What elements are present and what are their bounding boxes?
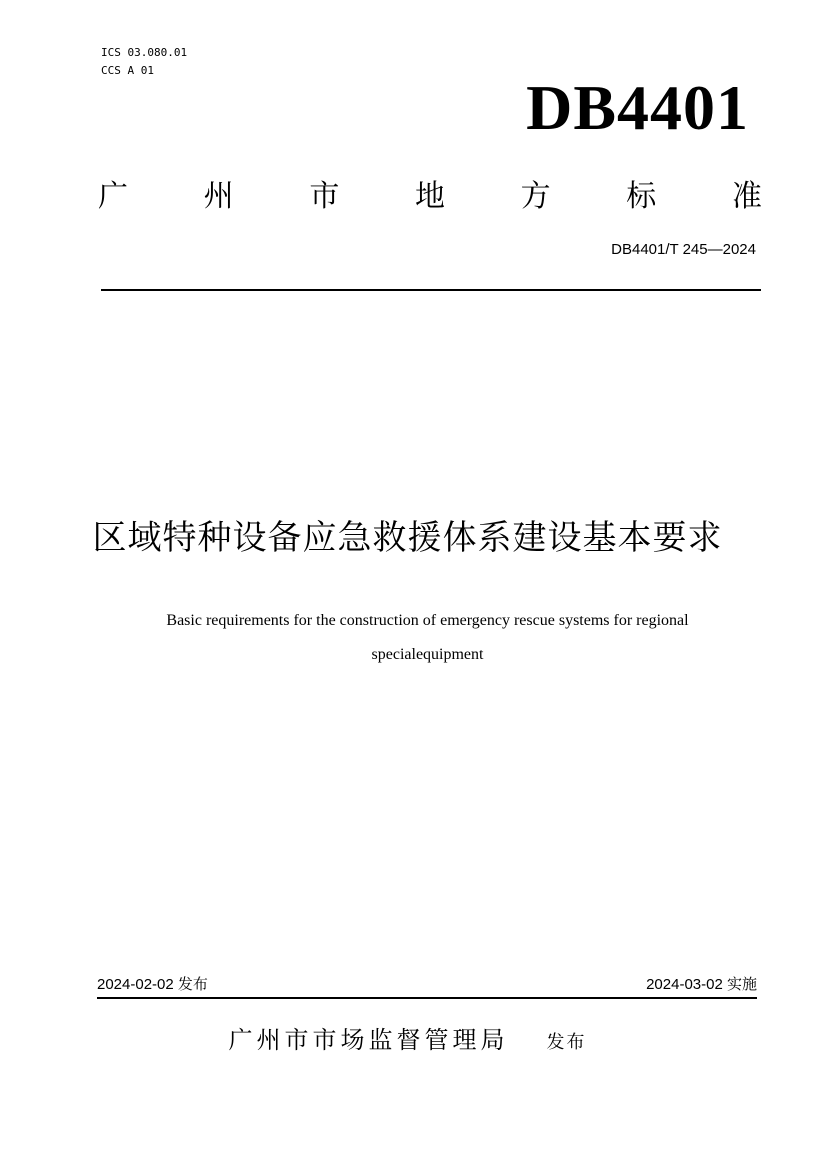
publisher-verb: 发布 <box>546 1032 587 1053</box>
ics-code: ICS 03.080.01 <box>101 46 188 59</box>
standard-type-char: 方 <box>520 179 551 214</box>
standard-type-char: 标 <box>626 179 657 214</box>
publisher-row <box>0 1020 815 1063</box>
standard-code-big: DB4401 <box>526 72 749 143</box>
standard-type-char: 地 <box>414 179 445 214</box>
release-date: 2024-02-02 发布 <box>97 976 208 993</box>
standard-type <box>98 172 762 222</box>
header-divider <box>101 289 761 291</box>
classification-codes <box>101 44 187 80</box>
title-english-line: Basic requirements for the construction of emergency rescue systems for regional <box>166 612 689 629</box>
title-chinese: 区域特种设备应急救援体系建设基本要求 <box>92 518 723 558</box>
title-english <box>90 604 765 672</box>
ccs-code: CCS A 01 <box>101 64 154 77</box>
standard-type-char: 广 <box>98 179 128 214</box>
standard-type-char: 市 <box>309 179 340 214</box>
title-english-line: specialequipment <box>371 646 484 663</box>
standard-type-char: 州 <box>203 179 234 214</box>
implementation-date: 2024-03-02 实施 <box>646 976 757 993</box>
date-row <box>97 973 757 997</box>
standard-number: DB4401/T 245—2024 <box>611 241 756 258</box>
standard-type-char: 准 <box>731 179 762 214</box>
footer-divider <box>97 997 757 999</box>
publisher-name: 广州市市场监督管理局 <box>228 1026 509 1054</box>
